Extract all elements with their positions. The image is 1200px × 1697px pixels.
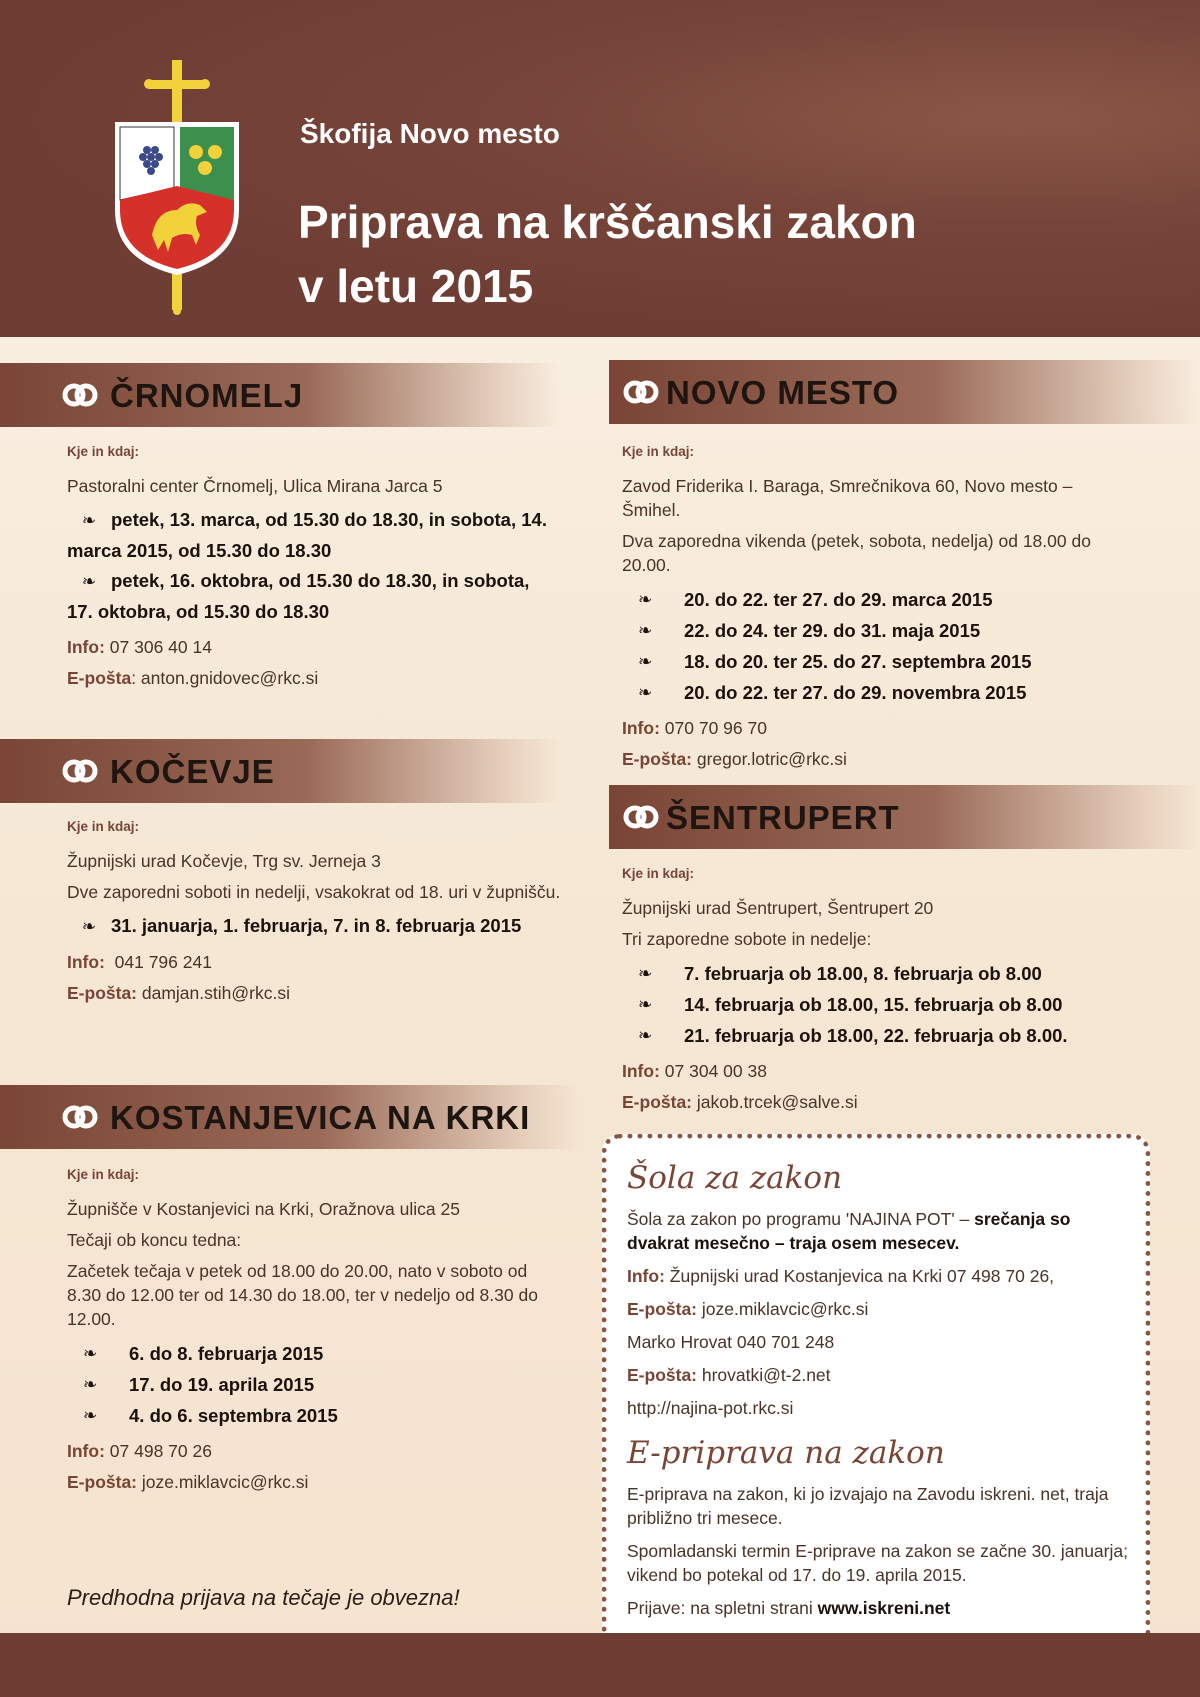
school-description: [627, 1207, 1132, 1255]
schedule: Začetek tečaja v petek od 18.00 do 20.00, nato v soboto od 8.30 do 12.00 ter od 14.30 do 18.00, ter v nedeljo od 8.30 do 12.00.: [67, 1261, 538, 1329]
email-address[interactable]: joze.miklavcic@rkc.si: [701, 1299, 869, 1319]
date-item: [67, 1338, 557, 1369]
where-when-label: Kje in kdaj:: [622, 866, 695, 881]
location: Župnijski urad Šentrupert, Šentrupert 20: [622, 898, 934, 918]
email-label: E-pošta:: [627, 1299, 697, 1319]
school-text-bold: srečanja so dvakrat mesečno – traja osem mesecev.: [627, 1209, 1071, 1253]
rings-icon: [62, 754, 98, 788]
section-header-sentrupert: [609, 785, 1200, 849]
diocese-name: Škofija Novo mesto: [300, 118, 560, 149]
section-header-novo-mesto: [609, 360, 1200, 424]
signup-link[interactable]: www.iskreni.net: [817, 1598, 951, 1618]
leaf-bullet-icon: ❧: [81, 917, 97, 936]
leaf-bullet-icon: ❧: [81, 572, 97, 591]
location: Pastoralni center Črnomelj, Ulica Mirana Jarca 5: [67, 476, 443, 496]
email-label: E-pošta:: [67, 983, 137, 1003]
section-kocevje: [67, 815, 567, 1012]
date-item: [67, 1369, 557, 1400]
email-label: E-pošta:: [622, 749, 692, 769]
where-when-label: Kje in kdaj:: [622, 444, 695, 459]
school-text: Šola za zakon po programu 'NAJINA POT' –: [627, 1209, 975, 1229]
where-when-label: Kje in kdaj:: [67, 444, 140, 459]
date-item: [622, 989, 1142, 1020]
info-line: [67, 635, 557, 659]
email-address[interactable]: gregor.lotric@rkc.si: [696, 749, 847, 769]
page-title: [298, 190, 917, 318]
date-text: petek, 16. oktobra, od 15.30 do 18.30, in sobota, 17. oktobra, od 15.30 do 18.30: [67, 570, 530, 622]
location: Zavod Friderika I. Baraga, Smrečnikova 60, Novo mesto – Šmihel.: [622, 476, 1073, 520]
info-label: Info:: [67, 1441, 105, 1461]
title-line-2: v letu 2015: [298, 260, 534, 312]
info-line: [67, 950, 567, 974]
leaf-bullet-icon: ❧: [638, 652, 653, 671]
leaf-bullet-icon: ❧: [638, 1026, 653, 1045]
date-item: [622, 677, 1122, 708]
info-label: Info:: [627, 1266, 665, 1286]
leaf-bullet-icon: ❧: [638, 683, 653, 702]
rings-icon: [623, 375, 659, 409]
leaf-bullet-icon: ❧: [83, 1406, 98, 1425]
email-label: E-pošta: [67, 668, 132, 688]
signup-line: [627, 1596, 1132, 1620]
website-link[interactable]: http://najina-pot.rkc.si: [627, 1398, 794, 1418]
schedule: Tri zaporedne sobote in nedelje:: [622, 929, 872, 949]
title-line-1: Priprava na krščanski zakon: [298, 196, 917, 248]
email-address[interactable]: anton.gnidovec@rkc.si: [140, 668, 319, 688]
email-line: [622, 1090, 1142, 1114]
leaf-bullet-icon: ❧: [83, 1344, 98, 1363]
location: Župnijski urad Kočevje, Trg sv. Jerneja 3: [67, 851, 381, 871]
where-when-label: Kje in kdaj:: [67, 1167, 140, 1182]
date-text: 18. do 20. ter 25. do 27. septembra 2015: [684, 651, 1032, 672]
info-phone: 07 306 40 14: [109, 637, 212, 657]
section-header-kocevje: [0, 739, 560, 803]
info-label: Info:: [622, 1061, 660, 1081]
email-label: E-pošta:: [622, 1092, 692, 1112]
signup-label: Prijave: na spletni strani: [627, 1598, 818, 1618]
date-text: petek, 13. marca, od 15.30 do 18.30, in sobota, 14. marca 2015, od 15.30 do 18.30: [67, 509, 547, 561]
section-kostanjevica: [67, 1163, 557, 1501]
epriprava-schedule: Spomladanski termin E-priprave na zakon se začne 30. januarja; vikend bo potekal od 17. do 19. aprila 2015.: [627, 1541, 1128, 1585]
date-text: 14. februarja ob 18.00, 15. februarja ob 8.00: [684, 994, 1063, 1015]
date-list: [622, 584, 1122, 708]
location: Župnišče v Kostanjevici na Krki, Oražnova ulica 25: [67, 1199, 460, 1219]
leaf-bullet-icon: ❧: [638, 964, 653, 983]
section-header-crnomelj: [0, 363, 560, 427]
leaf-bullet-icon: ❧: [81, 511, 97, 530]
epriprava-text: E-priprava na zakon, ki jo izvajajo na Zavodu iskreni. net, traja približno tri mesece.: [627, 1484, 1109, 1528]
info-line: [622, 716, 1122, 740]
date-item: [622, 646, 1122, 677]
section-crnomelj: [67, 440, 557, 697]
email-address[interactable]: damjan.stih@rkc.si: [141, 983, 290, 1003]
date-item: [67, 505, 557, 566]
date-item: [67, 911, 567, 942]
section-novo-mesto: [622, 440, 1122, 778]
email-line: [627, 1297, 1132, 1321]
info-line: [622, 1059, 1142, 1083]
date-item: [67, 1400, 557, 1431]
email-line: [67, 981, 567, 1005]
email-label: E-pošta:: [627, 1365, 697, 1385]
info-text: Župnijski urad Kostanjevica na Krki 07 498 70 26,: [669, 1266, 1055, 1286]
date-text: 22. do 24. ter 29. do 31. maja 2015: [684, 620, 981, 641]
where-when-label: Kje in kdaj:: [67, 819, 140, 834]
info-label: Info:: [622, 718, 660, 738]
section-sentrupert: [622, 862, 1142, 1121]
contact-person: Marko Hrovat 040 701 248: [627, 1332, 835, 1352]
registration-note: Predhodna prijava na tečaje je obvezna!: [67, 1585, 460, 1610]
leaf-bullet-icon: ❧: [83, 1375, 98, 1394]
section-title: ŠENTRUPERT: [666, 799, 900, 836]
email-address[interactable]: jakob.trcek@salve.si: [696, 1092, 858, 1112]
rings-icon: [62, 378, 98, 412]
email-address[interactable]: joze.miklavcic@rkc.si: [141, 1472, 309, 1492]
date-list: [67, 911, 567, 942]
info-phone: 070 70 96 70: [664, 718, 767, 738]
date-item: [67, 566, 557, 627]
date-item: [622, 584, 1122, 615]
date-text: 17. do 19. aprila 2015: [129, 1374, 315, 1395]
date-text: 6. do 8. februarja 2015: [129, 1343, 324, 1364]
date-item: [622, 1020, 1142, 1051]
schedule: Dva zaporedna vikenda (petek, sobota, nedelja) od 18.00 do 20.00.: [622, 531, 1091, 575]
email-label: E-pošta:: [67, 1472, 137, 1492]
rings-icon: [62, 1100, 98, 1134]
date-list: [622, 958, 1142, 1051]
info-phone: 07 304 00 38: [664, 1061, 767, 1081]
info-phone: 041 796 241: [114, 952, 212, 972]
date-text: 31. januarja, 1. februarja, 7. in 8. februarja 2015: [111, 915, 522, 936]
date-list: [67, 505, 557, 627]
schedule-intro: Tečaji ob koncu tedna:: [67, 1230, 242, 1250]
info-line: [627, 1264, 1132, 1288]
info-label: Info:: [67, 952, 105, 972]
date-text: 21. februarja ob 18.00, 22. februarja ob 8.00.: [684, 1025, 1068, 1046]
schedule: Dve zaporedni soboti in nedelji, vsakokrat od 18. uri v župnišču.: [67, 882, 561, 902]
section-title: ČRNOMELJ: [110, 377, 304, 414]
date-text: 4. do 6. septembra 2015: [129, 1405, 338, 1426]
date-text: 7. februarja ob 18.00, 8. februarja ob 8.00: [684, 963, 1042, 984]
section-header-kostanjevica: [0, 1085, 580, 1149]
leaf-bullet-icon: ❧: [638, 621, 653, 640]
leaf-bullet-icon: ❧: [638, 590, 653, 609]
email-line: [67, 1470, 557, 1494]
email-line: [622, 747, 1122, 771]
date-item: [622, 958, 1142, 989]
school-info-content: [627, 1159, 1132, 1629]
leaf-bullet-icon: ❧: [638, 995, 653, 1014]
email-line: [627, 1363, 1132, 1387]
email-line: E-pošta: anton.gnidovec@rkc.si: [67, 668, 319, 688]
section-title: NOVO MESTO: [666, 374, 900, 411]
diocese-crest-icon: [112, 60, 242, 315]
date-text: 20. do 22. ter 27. do 29. novembra 2015: [684, 682, 1027, 703]
footer-band: [0, 1633, 1200, 1697]
school-info-box: [602, 1134, 1150, 1652]
date-text: 20. do 22. ter 27. do 29. marca 2015: [684, 589, 993, 610]
date-item: [622, 615, 1122, 646]
section-title: KOSTANJEVICA NA KRKI: [110, 1099, 531, 1136]
date-list: [67, 1338, 557, 1431]
epriprava-title: E-priprava na zakon: [627, 1435, 945, 1471]
info-line: [67, 1439, 557, 1463]
email-address[interactable]: hrovatki@t-2.net: [701, 1365, 831, 1385]
rings-icon: [623, 800, 659, 834]
school-title: Šola za zakon: [627, 1160, 843, 1196]
info-phone: 07 498 70 26: [109, 1441, 212, 1461]
info-label: Info:: [67, 637, 105, 657]
section-title: KOČEVJE: [110, 753, 275, 790]
